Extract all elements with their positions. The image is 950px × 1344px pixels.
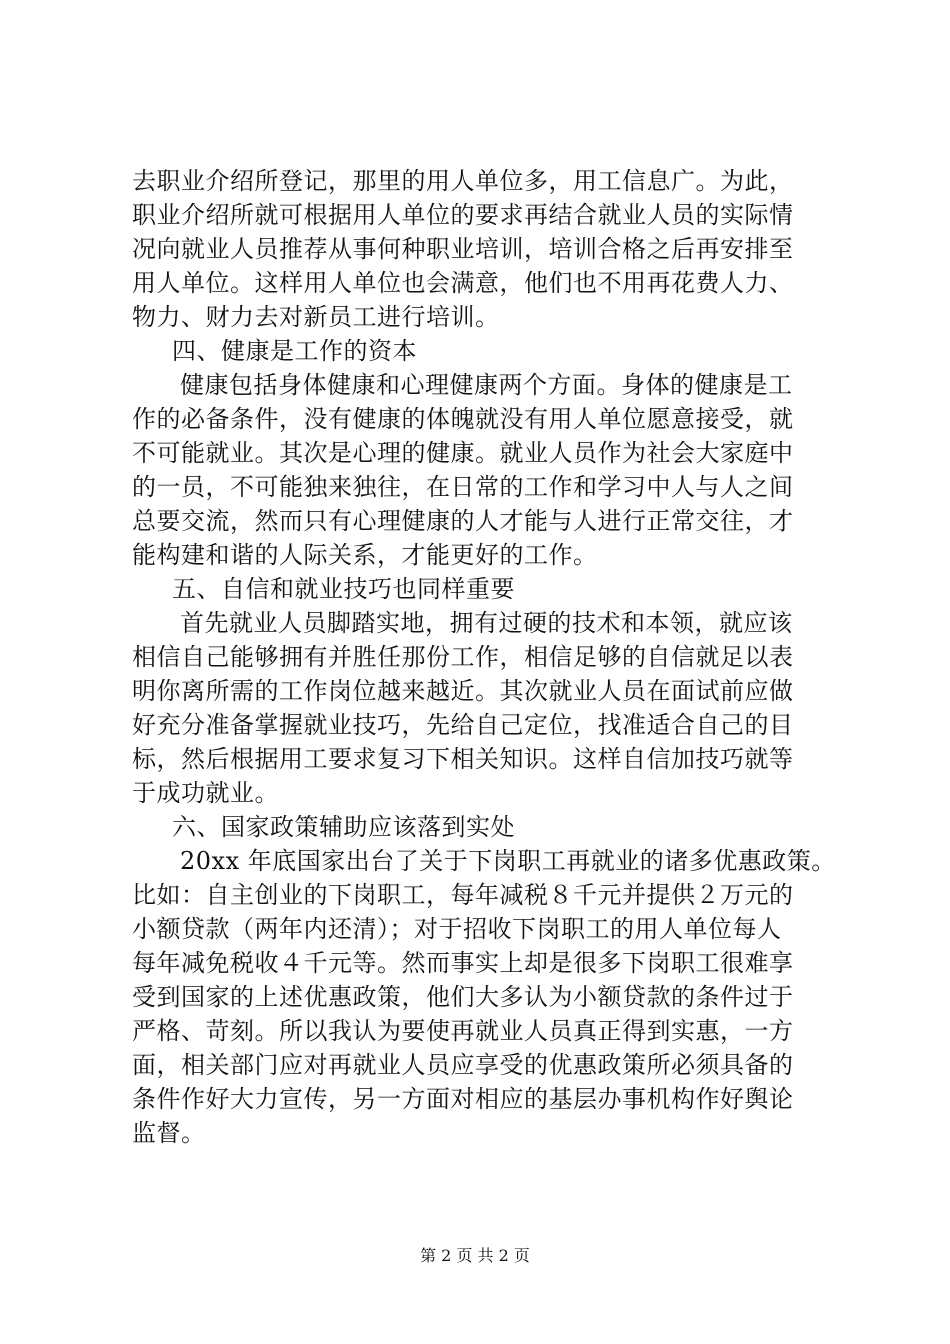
- text-line: 物力、财力去对新员工进行培训。: [132, 303, 500, 331]
- text-line: 首先就业人员脚踏实地，拥有过硬的技术和本领，就应该: [180, 609, 793, 637]
- text-line: 作的必备条件，没有健康的体魄就没有用人单位愿意接受，就: [132, 405, 794, 433]
- text-line: 面，相关部门应对再就业人员应享受的优惠政策所必须具备的: [132, 1051, 794, 1079]
- text-line: 健康包括身体健康和心理健康两个方面。身体的健康是工: [180, 371, 793, 399]
- page-footer: 第 2 页 共 2 页: [420, 1246, 530, 1265]
- section-heading: 五、自信和就业技巧也同样重要: [172, 575, 515, 603]
- document-body: [132, 164, 836, 1150]
- text-line: 能构建和谐的人际关系，才能更好的工作。: [132, 541, 598, 569]
- text-line: 职业介绍所就可根据用人单位的要求再结合就业人员的实际情: [132, 201, 794, 229]
- text-line: 严格、苛刻。所以我认为要使再就业人员真正得到实惠，一方: [132, 1017, 794, 1045]
- section-heading: 六、国家政策辅助应该落到实处: [172, 813, 515, 841]
- text-line: 的一员，不可能独来独往，在日常的工作和学习中人与人之间: [132, 473, 794, 501]
- text-line: 用人单位。这样用人单位也会满意，他们也不用再花费人力、: [132, 269, 794, 297]
- text-line: 不可能就业。其次是心理的健康。就业人员作为社会大家庭中: [132, 439, 794, 467]
- text-line: 总要交流，然而只有心理健康的人才能与人进行正常交往，才: [132, 507, 794, 535]
- text-line: 条件作好大力宣传，另一方面对相应的基层办事机构作好舆论: [132, 1085, 794, 1113]
- text-line: 相信自己能够拥有并胜任那份工作，相信足够的自信就足以表: [132, 643, 794, 671]
- text-line: 小额贷款（两年内还清）；对于招收下岗职工的用人单位每人: [132, 915, 782, 943]
- text-line: 受到国家的上述优惠政策，他们大多认为小额贷款的条件过于: [132, 983, 794, 1011]
- text-line: 每年减免税收４千元等。然而事实上却是很多下岗职工很难享: [132, 949, 794, 977]
- section-heading: 四、健康是工作的资本: [172, 337, 417, 365]
- text-line: 20xx 年底国家出台了关于下岗职工再就业的诸多优惠政策。: [180, 847, 836, 875]
- text-line: 监督。: [132, 1119, 206, 1147]
- text-line: 好充分准备掌握就业技巧，先给自己定位，找准适合自己的目: [132, 711, 794, 739]
- text-line: 况向就业人员推荐从事何种职业培训，培训合格之后再安排至: [132, 235, 794, 263]
- text-line: 明你离所需的工作岗位越来越近。其次就业人员在面试前应做: [132, 677, 794, 705]
- text-line: 比如：自主创业的下岗职工，每年减税８千元并提供２万元的: [132, 881, 794, 909]
- text-line: 标，然后根据用工要求复习下相关知识。这样自信加技巧就等: [132, 745, 794, 773]
- text-line: 去职业介绍所登记，那里的用人单位多，用工信息广。为此，: [132, 167, 794, 195]
- text-line: 于成功就业。: [132, 779, 279, 807]
